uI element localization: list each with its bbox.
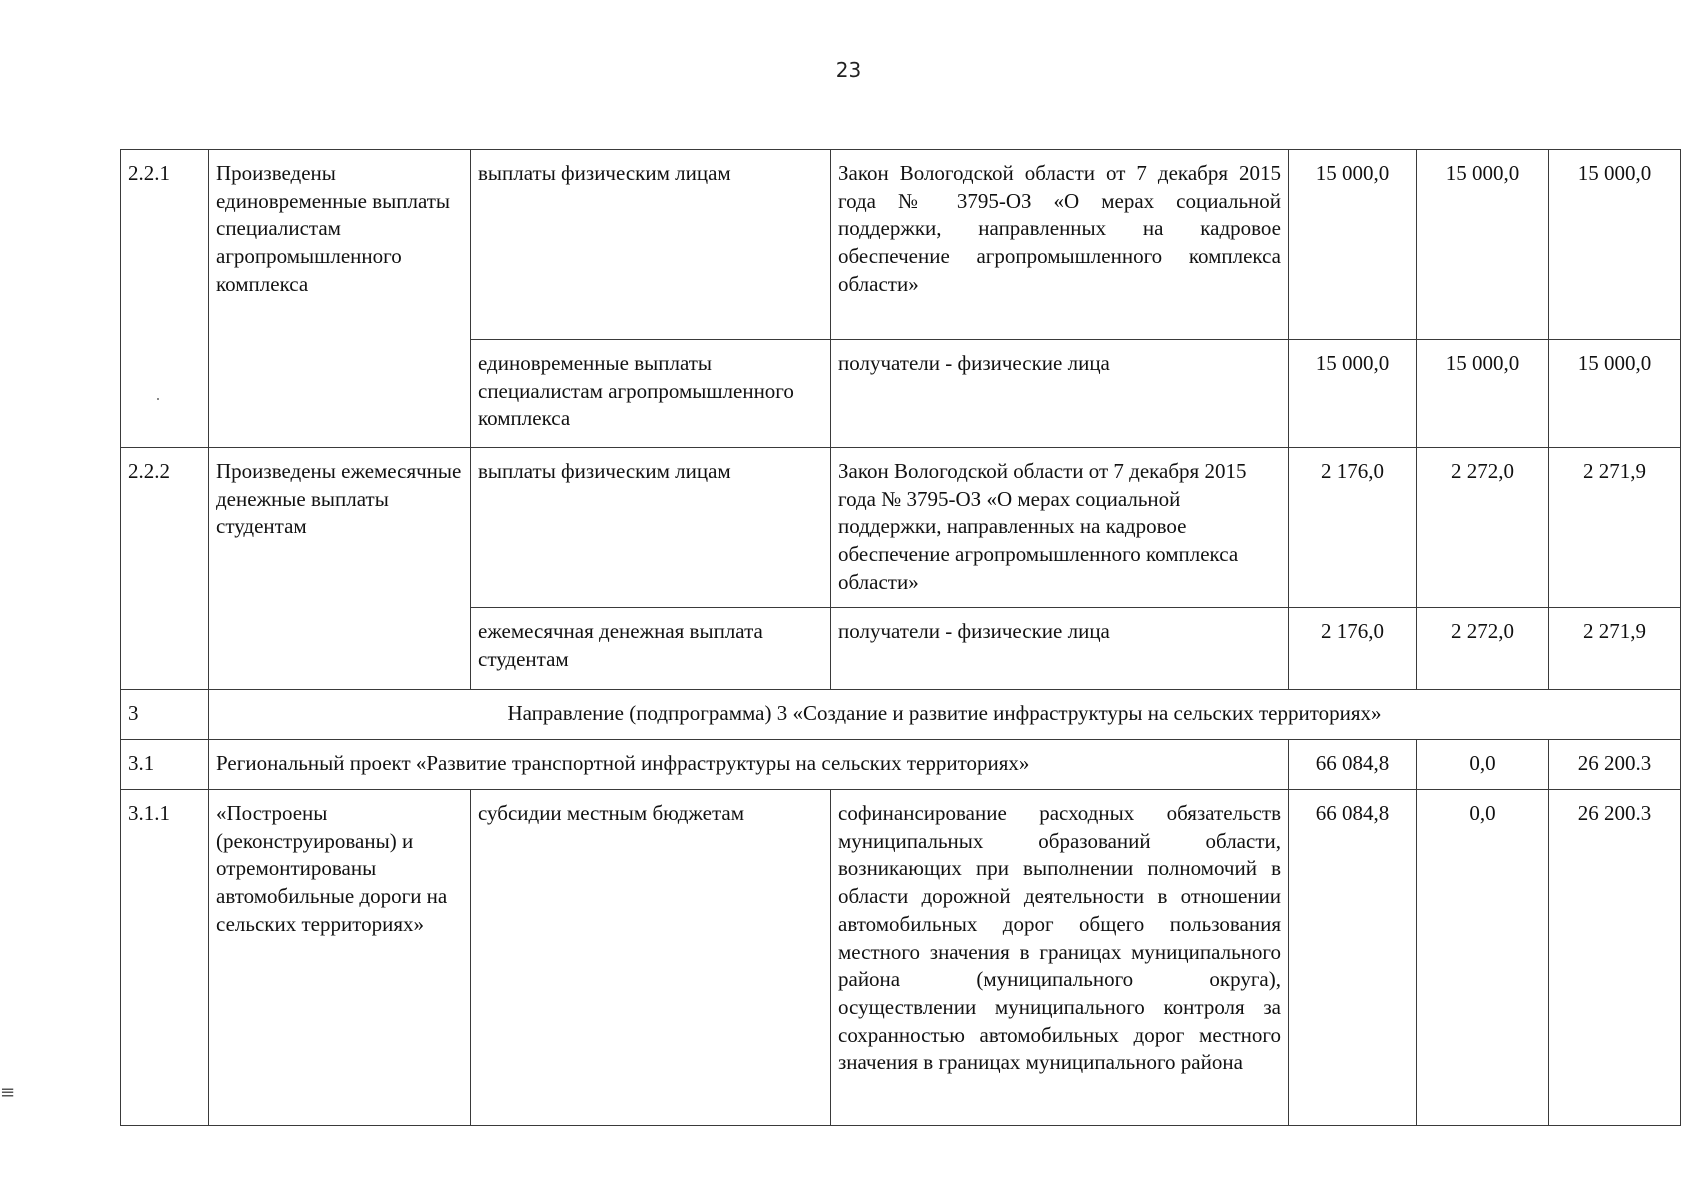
- section-row: [121, 690, 1681, 740]
- margin-mark: ≡: [0, 1082, 16, 1103]
- expense-type-cell: выплаты физическим лицам: [471, 150, 831, 340]
- result-cell: Произведены единовременные выплаты специалистам агропромышленного комплекса: [209, 150, 471, 448]
- row-code: 3: [121, 690, 209, 740]
- basis-cell: получатели - физические лица: [831, 340, 1289, 448]
- row-code: 3.1: [121, 740, 209, 790]
- value-cell-2: 0,0: [1417, 790, 1549, 1126]
- result-cell: Произведены ежемесячные денежные выплаты студентам: [209, 448, 471, 690]
- value-cell-2: 15 000,0: [1417, 340, 1549, 448]
- row-code: 2.2.1: [121, 150, 209, 448]
- project-row: [121, 740, 1681, 790]
- project-title: Региональный проект «Развитие транспортной инфраструктуры на сельских территориях»: [209, 740, 1289, 790]
- table-row: [121, 790, 1681, 1126]
- basis-cell: Закон Вологодской области от 7 декабря 2015 года № 3795-ОЗ «О мерах социальной поддержки, направленных на кадровое обеспечение агропромышленного комплекса области»: [831, 150, 1289, 340]
- expense-type-cell: выплаты физическим лицам: [471, 448, 831, 608]
- row-code: 3.1.1: [121, 790, 209, 1126]
- table-row: [121, 448, 1681, 608]
- program-table: [120, 149, 1681, 1126]
- value-cell-1: 15 000,0: [1289, 340, 1417, 448]
- expense-type-cell: субсидии местным бюджетам: [471, 790, 831, 1126]
- value-cell-3: 26 200.3: [1549, 740, 1681, 790]
- value-cell-3: 26 200.3: [1549, 790, 1681, 1126]
- basis-cell: софинансирование расходных обязательств муниципальных образований области, возникающих при выполнении полномочий в области дорожной деятельности в отношении автомобильных дорог общего пользования местного значения в границах муниципального района (муниципального округа), осуществлении муниципального контроля за сохранностью автомобильных дорог местного значения в границах муниципального района: [831, 790, 1289, 1126]
- value-cell-2: 0,0: [1417, 740, 1549, 790]
- value-cell-1: 2 176,0: [1289, 608, 1417, 690]
- value-cell-3: 15 000,0: [1549, 150, 1681, 340]
- expense-type-cell: единовременные выплаты специалистам агропромышленного комплекса: [471, 340, 831, 448]
- expense-type-cell: ежемесячная денежная выплата студентам: [471, 608, 831, 690]
- page-number: 23: [835, 58, 862, 82]
- value-cell-1: 2 176,0: [1289, 448, 1417, 608]
- value-cell-1: 66 084,8: [1289, 740, 1417, 790]
- value-cell-3: 2 271,9: [1549, 608, 1681, 690]
- value-cell-3: 15 000,0: [1549, 340, 1681, 448]
- basis-cell: Закон Вологодской области от 7 декабря 2015 года № 3795-ОЗ «О мерах социальной поддержки, направленных на кадровое обеспечение агропромышленного комплекса области»: [831, 448, 1289, 608]
- result-cell: «Построены (реконструированы) и отремонтированы автомобильные дороги на сельских территориях»: [209, 790, 471, 1126]
- section-title: Направление (подпрограмма) 3 «Создание и развитие инфраструктуры на сельских территориях»: [209, 690, 1681, 740]
- value-cell-2: 15 000,0: [1417, 150, 1549, 340]
- value-cell-1: 66 084,8: [1289, 790, 1417, 1126]
- value-cell-2: 2 272,0: [1417, 448, 1549, 608]
- value-cell-2: 2 272,0: [1417, 608, 1549, 690]
- row-code: 2.2.2: [121, 448, 209, 690]
- value-cell-3: 2 271,9: [1549, 448, 1681, 608]
- basis-cell: получатели - физические лица: [831, 608, 1289, 690]
- table-row: [121, 150, 1681, 340]
- value-cell-1: 15 000,0: [1289, 150, 1417, 340]
- scan-speck: [157, 398, 159, 400]
